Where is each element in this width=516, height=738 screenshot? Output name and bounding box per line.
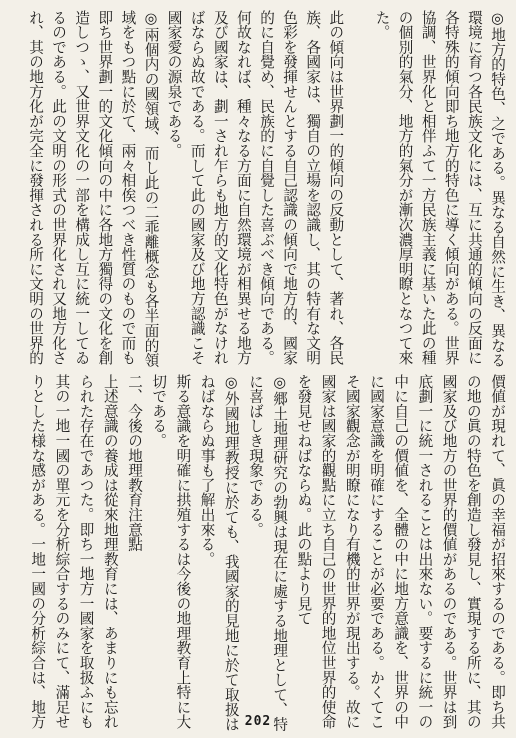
text-column: 此の傾向は世界劃一的傾向の反動として、著れ、各民 [327, 10, 345, 366]
text-column: 的に自覺め、民族的に自覺した喜ぶべき傾向である。 [258, 10, 275, 366]
text-column: るのである。此の文明の形式の世界化され又地方化さ [50, 10, 68, 366]
text-column: 及び國家は、劃一され乍らも地方的文化特色がなけれ [211, 10, 229, 366]
text-column: られた存在であつた。即ち一地方一國家を取扱ふにも [77, 374, 95, 730]
text-column: に喜ばしき現象である。 [247, 374, 264, 537]
text-column: 協調、世界化と相伴ふて一方民族主義に基いた此の種 [419, 10, 437, 366]
text-column: 各特殊的傾向即ち地方的特色に導く傾向がある。世界 [442, 10, 460, 366]
page-number: 202 [244, 714, 272, 729]
text-column: ばならぬ故である。而して此の國家及び地方認識こそ [188, 10, 206, 366]
text-column: た。 [373, 10, 391, 40]
text-column: りとした様な感がある。一地一國の分析綜合は、地方 [29, 374, 47, 730]
text-column: の地の眞の特色を創造し發見し、實現する所に、其の [464, 374, 482, 730]
text-column: 造しつゝ、又世界文化の一部を構成し互に統一してゐ [73, 10, 91, 366]
text-column: 國家は國家的觀點に立ち自己の世界的地位世界的使命 [319, 374, 337, 730]
text-column: 斯る意識を明確に拱殖するは今後の地理教育上特に大 [174, 374, 192, 730]
text-column: 何故なれば、種々なる方面に自然環境が相異せる地方 [234, 10, 252, 366]
text-column: 價値が現れて、眞の幸福が招來するのである。即ち共 [489, 374, 506, 730]
text-column: 環境に育つ各民族文化には、互に共通的傾向の反面に [465, 10, 483, 366]
text-column: 國家愛の源泉である。 [165, 10, 183, 158]
text-column: の個別的氣分、地方的氣分が漸次濃厚明瞭となつて來 [396, 10, 414, 366]
text-column: ◎郷土地理研究の勃興は現在に處する地理として、特 [271, 374, 289, 732]
text-column: ◎外國地理教授に於ても、我國家的見地に於て取扱は [222, 374, 240, 732]
text-column: ◎地方的特色、之である。異なる自然に生き、異なる [489, 10, 506, 368]
text-column: 族、各國家は、獨自の立場を認識し、其の特有な文明 [304, 10, 322, 366]
text-column: 國家及び地方の世界的價値があるのである。世界は到 [440, 374, 458, 730]
text-column: ◎兩個内の國領域、而し此の二乖離概念も各半面的領 [142, 10, 160, 368]
text-column: 域をもつ點に於て、兩々相俟つべき性質のもので而も [119, 10, 137, 366]
text-column: そ國家觀念が明瞭になり有機的世界が現出する。故に [343, 374, 361, 730]
text-column: に國家意識を明確にすることが必要である。かくてこ [368, 374, 385, 730]
text-column: 二、今後の地理教育注意點 [126, 374, 143, 552]
text-column: ねばならぬ事も了解出來る。 [198, 374, 216, 567]
text-column: 其の一地一國の單元を分析綜合するのみにて、滿足せ [53, 374, 71, 730]
text-column: 切である。 [150, 374, 168, 448]
text-column: れ、其の地方化が完全に發揮される所に文明の世界的 [27, 10, 44, 366]
text-column: を發見せねばならぬ。此の點より見て [295, 374, 313, 626]
text-column: 中に自己の價値を、全體の中に地方意識を、世界の中 [392, 374, 410, 730]
text-column: 上述意識の養成は從來地理教育には、あまりにも忘れ [101, 374, 119, 730]
text-column [349, 10, 365, 348]
text-column: 即ち世界劃一的文化傾向の中に各地方獨得の文化を創 [96, 10, 114, 366]
text-column: 底劃一に統一されることは出來ない。要するに統一の [416, 374, 434, 730]
text-column: 色彩を發揮せんとする自己認識の傾向で地方的、國家 [281, 10, 299, 366]
